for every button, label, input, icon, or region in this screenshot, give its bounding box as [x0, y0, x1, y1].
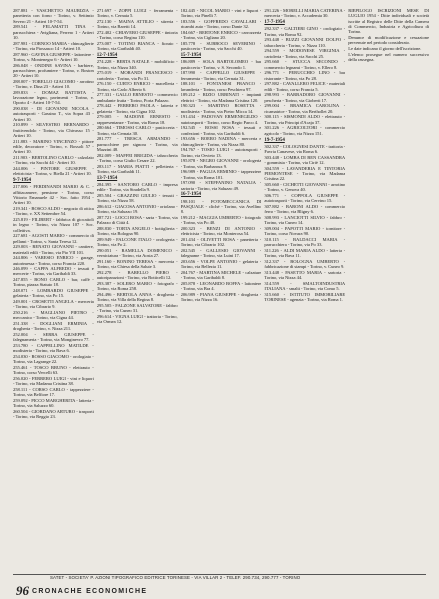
register-entry: 186.889 - SOLA BARTOLOMEO - bar pasticceria - Torino, v. S. Secondo 1.: [180, 59, 262, 70]
register-entry: Denunce di modificazione e cessazione pervenute nel periodo considerato.: [348, 34, 429, 46]
register-entry: 282.009 - MAFFEI BRIGIDA - tabaccheria - Torino, corso Giulio Cesare 22.: [96, 152, 178, 163]
register-entry: 272.130 - MAINA ATTILIO - stireria - Torino, via Baretti 14.: [96, 18, 178, 30]
register-entry: 289.541 - FELAMATTI TINA - parrucchiera - Avigliana, Ferrero 1 - Artieri 10.: [13, 24, 94, 40]
register-entry: 259.092 - PICCO MARGHERITA - latteria - Torino, via Saluzzo 60.: [13, 398, 94, 409]
register-entry: Le date indicano il giorno dell'iscrizione.: [348, 45, 422, 51]
register-entry: 244.006 - PINTORE GIUSEPPE - elettricista - Torino, v. Biella 21 - Artieri 10.: [13, 165, 94, 177]
register-entry: 190.323 - MARTINO ROSETTA - modisteria - Torino, via Pietro Micca 14.: [180, 103, 262, 114]
register-entry: 281.777 - TRESCA ARMANDO - parrucchiere per signora - Torino, via Mazzini 48.: [96, 136, 178, 152]
register-entry: 198.101 - FOTOMECCANICA DI PASQUALE - cliché - Torino, via Avellino 8.: [180, 198, 262, 215]
register-entry: 294.559 - MODONESE VIRGINIA - cartoleria - Torino, via Sacchi 25.: [264, 48, 346, 59]
register-entry: L'elenco prosegue nel numero successivo della rassegna.: [348, 51, 429, 62]
register-entry: 249.001 - CROSETTI ANGELA - merceria - Torino, via Cibrario 9.: [13, 299, 94, 310]
register-entry: 274.228 - BERTA NATALE - mobilificio - Torino, via Nizza 340.: [96, 59, 178, 70]
register-entry: 296.771 - PERUCCHIO LINO - bar ristorante - Torino, via Po 28.: [264, 70, 346, 81]
register-entry: 202.545 - GALLESIO GIOVANNI - falegname - Torino, via Luini 17.: [180, 247, 262, 259]
register-entry: 182.445 - NICOL MARIO - vini e liquori - Torino, via Pinelli 7.: [180, 8, 262, 19]
register-entry: 193.656 - BOERO NADINA - merceria e chincaglierie - Torino, via Nizza 80.: [180, 136, 262, 147]
register-entry: 286.048 - ONDINE SAVINA - barbiere, parrucchiere, profumiere - Torino, v. Boston 20 - Artieri 10.: [13, 62, 94, 79]
register-entry: 276.150 - CURTO ENRICO - macelleria - Torino, via Carlo Alberto 6.: [96, 81, 178, 92]
register-entry: 290.038 - DI GIOVANNI NICOLA - autotrasporti - Gassino T., via Sopra 43 - Artieri 10.: [13, 106, 94, 122]
register-entry: 253.780 - CAPPELLINO MATILDE - modisteria - Torino, via Bava 6.: [13, 343, 94, 354]
register-entry: 225.819 - FILIBERT - fabbrica di giocattoli in legno - Torino, via Nizza 107 - Soc. collettiva.: [13, 216, 94, 233]
register-entry: 273.007 - TOTINO BIANCA - fioraio - Torino, via Garibaldi 40.: [96, 40, 178, 52]
register-entry: 227.681 - AGOSTI MARIO - commercio di pellami - Torino, v. Santa Teresa 12.: [13, 233, 94, 244]
register-entry: 289.833 - DOMAZ BATTISTA - lavorazione legno, pavimenti - Torino, v. Oporto 4 - Artieri 10-7-54.: [13, 89, 94, 106]
register-entry: 285.504 - GRAZZINI GIULIO - tessuti - Torino, via Nizza 58.: [96, 193, 178, 204]
column-3: [181, 8, 262, 563]
register-entry: 290.051 - RAMELLA DOMENICO - verniciatura - Torino, via Aosta 27.: [96, 247, 178, 259]
register-entry: 313.448 - PASETTO MARIA - sartoria - Torino, via Nizza 44.: [264, 269, 346, 281]
register-entry: 288.830 - TORTA ANGELO - bottiglieria - Torino, via Bologna 90.: [96, 226, 178, 237]
register-entry: 252.004 - SERRA GIUSEPPE - falegnameria - Torino, via Monginevro 77.: [13, 332, 94, 343]
register-entry: 258.111 - CORSO CARLO - tappezziere - Torino, via Belfiore 17.: [13, 387, 94, 398]
register-entry: 287.981 - CORNOO MARIA - chincaglierie - Torino, via Piossasco 14 - Artieri 10.: [13, 40, 94, 51]
register-entry: 307.882 - BARONI ALDO - commercio ferro - Torino, via Bligny 6.: [264, 204, 346, 215]
register-entry: 283.117 - MARIA PIATTI - pelletteria - Torino, via Garibaldi 11.: [96, 163, 178, 174]
register-entry: 271.697 - ZOPPI LUIGI - ferramenta - Torino, v. Cernaia 5.: [96, 8, 178, 19]
register-entry: 246.099 - CAPPA ALFREDO - tessuti e mercerie - Torino, via Garibaldi 33.: [13, 266, 94, 277]
register-entry: 298.993 - BARBADORO GIOVANNI - pescheria - Torino, via Gioberti 17.: [264, 92, 346, 103]
register-entry: 308.993 - LANCIOTTI SILVIO - fabbro - Torino, via Cuneo 14.: [264, 215, 346, 226]
register-entry: 309.004 - PAPOTTI MARIO - tornitore - Torino, corso Novara 90.: [264, 226, 346, 237]
register-entry: 251.338 - DOGLIANI ERMINIA - drogheria - Torino, v. Nizza 211.: [13, 321, 94, 332]
register-entry: 195.878 - NEGRO GIOVANNI - orologeria - Torino, via Barbaroux 9.: [180, 158, 262, 169]
register-entry: 187.990 - CAPPELLO GIUSEPPE - ferramenta - Torino, via Cernaia 31.: [180, 70, 262, 81]
register-entry: 296.614 - VIGNA LUIGI - trattoria - Torino, via Ormea 12.: [96, 313, 178, 325]
register-entry: 201.434 - OLIVETTI ROSA - panetteria - Torino, via Cibrario 102.: [180, 237, 262, 248]
register-entry: 287.881 - VASCHETTO MAURIZIA - panetteria con forno - Torino, v. Settimio Severo 21 - Artieri 10-7-54.: [13, 8, 94, 24]
register-entry: 279.005 - MADONE ERNESTO - rappresentanze - Torino, via Roma 18.: [96, 114, 178, 125]
register-entry: 292.278 - BARELLO PIERO - autoriparazioni - Torino, via Botticelli 12.: [96, 269, 178, 281]
register-entry: 191.434 - PADOVAN ERMENEGILDO - autotrasporti - Torino, corso Regio Parco 4.: [180, 114, 262, 125]
column-2: [97, 8, 178, 563]
register-entry: 305.660 - CICHETTI GIOVANNI - arrotino - Torino, v. Genova 40.: [264, 182, 346, 193]
register-entry: 210.899 - SILVESTRO BERNARDO - fruttivendolo - Torino, via Chivasso 15 - Artieri 10.: [13, 122, 94, 138]
register-entry: 288.007 - TORELLO GIACOMO - arrotino - Torino, v. Dina 23 - Artieri 10.: [13, 78, 94, 90]
register-entry: 287.960 - GAVINA GIUSEPPE - lattoniere - Torino, v. Montenegro 6 - Artieri 10.: [13, 51, 94, 62]
register-entry: 204.767 - MARTINA MICHELE - calzature - Torino, via Garibaldi 8.: [180, 269, 262, 281]
date-heading: 13-7-1954: [96, 175, 118, 181]
register-entry: 303.448 - LOMBA DI BEN CASSANDRA - gommista - Torino, via Ciriè 12.: [264, 154, 346, 166]
register-entry: 311.226 - ALDI MARIA ALDO - latteria - Torino, via Bava 11.: [264, 247, 346, 259]
register-entry: 211.883 - MARINO VINCENZO - pittore edile, decoratore - Torino, v. Bossoli 57 - Artieri 10.: [13, 138, 94, 155]
register-entry: 284.395 - SANTORO CARLO - impresa edile - Torino, via Stradella 9.: [96, 182, 178, 193]
register-entry: 294.496 - BERTOLA ANNA - drogheria - Torino, via Villa della Regina 8.: [96, 291, 178, 303]
register-entry: 185.778 - SUBBOCO SEVERINO - pasticceria - Torino, via Sacchi 40.: [180, 40, 262, 52]
register-entry: 194.767 - TOSIO LUIGI - autotrasporti - Torino, via Orvieto 13.: [180, 147, 262, 158]
register-entry: 314.559 - SMALTOINDUSTRIA ITALIANA - smalti - Torino, via Como 5.: [264, 280, 346, 292]
register-entry: 315.660 - ISTITUTO IMMOBILIARE TORINESE - agenzia - Torino, via Roma 1.: [264, 291, 346, 303]
page-number: 96: [16, 583, 29, 598]
register-entry: 229.003 - RENATO GIOVANNI - cantiere, materiali edili - Torino, via Pio VII 101.: [13, 244, 94, 255]
register-entry: 256.020 - FERRERO LUIGI - vini e liquori - Torino, via Madama Cristina 38.: [13, 376, 94, 387]
register-entry: 310.115 - BALDACCI MARIA - parrucchiera - Torino, via Po 33.: [264, 237, 346, 248]
register-entry: 197.090 - STEFFANINO NATALIA - sartoria - Torino, via Saluzzo 49.: [180, 180, 262, 191]
date-heading: 16-7-1954: [180, 192, 201, 198]
register-entry: 189.212 - RIZIO URBINATI - impianti elettrici - Torino, via Madama Cristina 120.: [180, 92, 262, 103]
register-entry: 306.771 - COPPOLA GIUSEPPE - autotrasporti - Torino, via Cervino 15.: [264, 193, 346, 204]
register-entry: 297.882 - CAVALLERO FELICE - materiali edili - Torino, corso Francia 5.: [264, 81, 346, 92]
register-entry: 302.337 - COLOGNESI DANTE - trattoria - Favria Canavese, via Roma 6.: [264, 143, 346, 155]
register-entry: 196.989 - PAGLIA ERMINIO - tappezziere - Torino, via Roma 101.: [180, 169, 262, 180]
register-entry: 188.101 - FONTANESI FRANCO - lavanderia - Torino, corso Peschiera 97.: [180, 81, 262, 92]
register-entry: 192.545 - ROSSI NOSA - tessuti e confezioni - Torino, via Garibaldi 6.: [180, 125, 262, 136]
register-entry: 200.323 - BENZI DI ANTONIO - elettricista - Torino, via Monterosa 54.: [180, 226, 262, 237]
register-entry: 248.071 - LOMBARDO GIUSEPPE - gelateria - Torino, via Po 15.: [13, 288, 94, 299]
register-entry: 312.337 - BOLOGNA UMBERTO - fabbricazione di stampi - Torino, v. Cuneo 9.: [264, 258, 346, 270]
register-entry: 299.004 - BRAMICA CAROLINA - ricamatrice - Torino, via Berthollet 20.: [264, 103, 346, 114]
register-entry: 301.226 - AGRICOLTORI - commercio agricolo - Torino, via Nizza 151.: [264, 125, 346, 136]
register-entry: 280.664 - TIMOSSI CARLO - pasticceria - Torino, via Cernaia 30.: [96, 125, 178, 136]
column-5: [348, 8, 429, 563]
register-entry: 260.504 - GIORDANO ARTURO - trasporti - Torino, via Reggio 23.: [13, 408, 94, 420]
register-entry: 183.556 - GOFFREDO CAVALLARI - ricambi auto - Torino, corso Dante 32.: [180, 18, 262, 30]
printer-credit-line: SATET - SOCIETA' P. AZIONI TIPOGRAFICO EDITRICE TORINESE - VIA VILLAR 2 - TELEF. 290.734, 290.777 - TORINO: [50, 575, 301, 580]
register-entry: 291.226 - MORELLI MARIA CATERINA - merceria - Torino, v. Accademia 30.: [264, 8, 346, 19]
register-entry: 278.442 - FERRERO PAOLA - latteria e gelateria - Torino, via Cigna 102.: [96, 103, 178, 114]
register-entry: 211.903 - BERTOLINO CARLO - calzolaio - Torino, via Sacchi 44 - Artieri 10.: [13, 154, 94, 166]
register-entry: 272.402 - CHIAVERO GIUSEPPE - tintoria - Torino, corso Regina 110.: [96, 29, 178, 41]
register-entry: 199.212 - MAGGIA UMBERTO - fotografo - Torino, via Po 40.: [180, 215, 262, 226]
register-entry: 247.855 - BONO CARLO - bar, caffè - Torino, piazza Statuto 18.: [13, 277, 94, 288]
register-entry: 293.448 - BUZZI GIOVANNI DOLFO - tabaccheria - Torino, v. Nizza 110.: [264, 37, 346, 48]
register-entry: 205.878 - LEONARDO BOFFA - lattoniere - Torino, via Bra 4.: [180, 280, 262, 292]
register-entry: 295.660 - STUCCA SECONDO - commercio legnami - Torino, v. Ellero 8.: [264, 59, 346, 70]
register-entry: 206.989 - PIANA GIUSEPPE - drogheria - Torino, via Nizza 16.: [180, 291, 262, 303]
column-1: [13, 8, 94, 563]
register-entry: 289.949 - FALCONE ITALO - orologeria - Torino, via Po 2.: [96, 237, 178, 248]
register-entry: RIEPILOGO ISCRIZIONI MESE DI LUGLIO 1954 - Ditte individuali e società iscritte al Registro delle Ditte della Camera di Commercio, Industria e Agricoltura di Torino.: [348, 8, 429, 35]
register-entry: 250.216 - MAGLIANO PIETRO - meccanico - Torino, via Cigna 44.: [13, 310, 94, 321]
register-entry: 292.337 - GALTIERI GINO - orologiaio - Torino, via Roma 92.: [264, 26, 346, 37]
register-entry: 291.160 - BONINO TERESA - merceria - Torino, via Chiesa della Salute 3.: [96, 258, 178, 270]
register-entry: 300.115 - SISMONDI ALDO - elettrauto - Torino, via Principi d'Acaja 37.: [264, 114, 346, 125]
date-heading: 15-7-1954: [180, 53, 201, 59]
date-heading: 19-7-1954: [264, 137, 285, 143]
register-entry: 287.721 - LOCCI ROSA - sarta - Torino, via Palazzo di Città 4.: [96, 215, 178, 226]
register-entry: 275.019 - MORANDI FRANCESCO - cartoleria - Torino, via Po 31.: [96, 70, 178, 81]
register-entry: 244.806 - VARESIO ENRICO - garage, autorimessa - Torino, corso Francia 220.: [13, 255, 94, 266]
register-entry: 304.559 - LAVANDERIA E TINTORIA PIEMONTESE - Torino, via Madama Cristina 22.: [264, 165, 346, 182]
date-heading: 9-7-1954: [13, 178, 31, 184]
register-entry: 255.461 - TOSCO BRUNO - elettrauto - Torino, corso Vercelli 63.: [13, 365, 94, 376]
register-entry: 277.331 - GALLO ERNESTO - commercio ambulante frutta - Torino, Porta Palazzo.: [96, 92, 178, 103]
register-entry: 286.612 - GIACOSA ANTONIO - ortolano - Torino, via Saluzzo 19.: [96, 204, 178, 215]
column-4: [264, 8, 345, 563]
date-heading: 17-7-1954: [264, 20, 285, 26]
register-columns: [13, 8, 429, 563]
register-entry: 254.030 - ROSSO GIACOMO - orologiaio - Torino, via Lagrange 22.: [13, 354, 94, 365]
register-entry: 293.387 - SOLERO MARIO - fotografo - Torino, via Roma 258.: [96, 280, 178, 292]
register-entry: 295.505 - FALZONE SALVATORE - fabbro - Torino, via Cuneo 31.: [96, 302, 178, 314]
register-entry: 203.656 - VOLPE ANTONIO - gelateria - Torino, via Bellezia 11.: [180, 258, 262, 270]
register-entry: 217.006 - FERDINANDI MARIO & C. - affittacamere, pensione - Torino, corso Vittorio Emanuele 42 - Soc. fatto 1954 - Artieri 10.: [13, 184, 94, 206]
register-entry: 184.667 - BERTONE ENRICO - carrozzeria - Torino, via Cigliano 20.: [180, 29, 262, 41]
register-entry: 219.341 - BOSCO ALDO - negozio di ottica - Torino, v. XX Settembre 54.: [13, 205, 94, 217]
publication-title: CRONACHE ECONOMICHE: [32, 588, 148, 595]
date-heading: 12-7-1954: [96, 53, 118, 59]
